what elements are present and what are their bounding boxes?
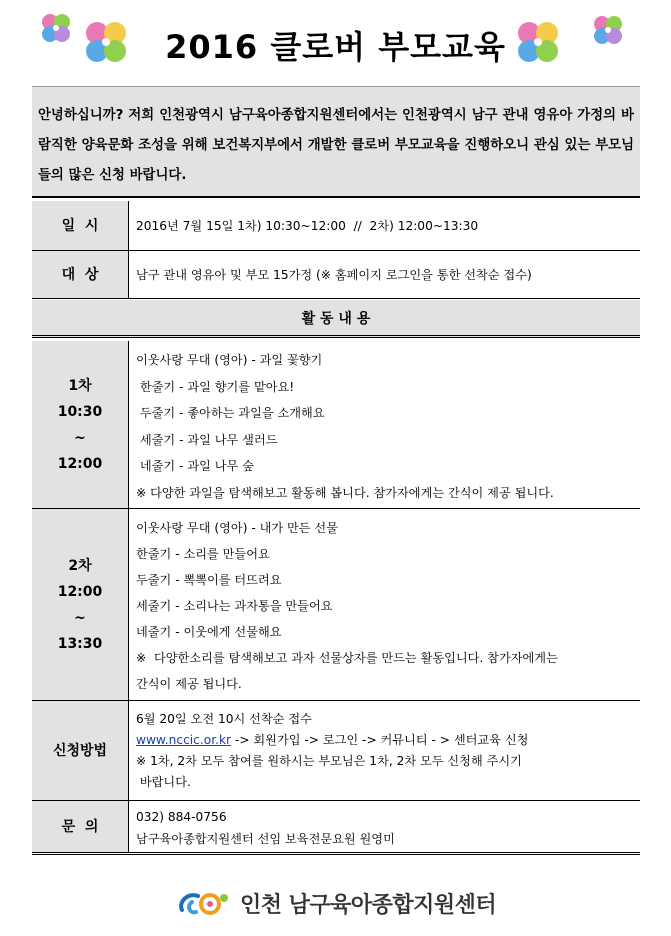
session2-line: 한줄기 - 소리를 만들어요 [136, 547, 270, 561]
session2-line: ※ 다양한소리를 탐색해보고 과자 선물상자를 만드는 활동입니다. 참가자에게는 [136, 651, 558, 665]
apply-row [32, 701, 640, 801]
session2-line: 간식이 제공 됩니다. [136, 677, 242, 691]
session2-label-line: ~ [74, 609, 86, 626]
clover-large-icon [510, 16, 566, 72]
schedule-row [32, 201, 640, 251]
session2-label-line: 13:30 [57, 635, 103, 652]
session2-line: 이웃사랑 무대 (영아) - 내가 만든 선물 [136, 521, 338, 535]
session2-content [136, 515, 634, 700]
page-title: 2016 클로버 부모교육 [165, 28, 506, 66]
contact-row [32, 801, 640, 855]
session1-content [136, 347, 634, 508]
session1-line: ※ 다양한 과일을 탐색해보고 활동해 봅니다. 참가자에게는 간식이 제공 됩니다. [136, 485, 554, 500]
intro-text: 안녕하십니까? 저희 인천광역시 남구육아종합지원센터에서는 인천광역시 남구 관내 영유아 가정의 바람직한 양육문화 조성을 위해 보건복지부에서 개발한 클로버 부모교육을 진행하오니 관심 있는 부모님들의 많은 신청 바랍니다. [32, 86, 640, 198]
session1-label [32, 341, 129, 508]
apply-label: 신청방법 [32, 701, 129, 800]
target-row [32, 251, 640, 299]
target-text: 남구 관내 영유아 및 부모 15가정 (※ 홈페이지 로그인을 통한 선착순 접수) [136, 268, 532, 282]
schedule-value [136, 201, 634, 250]
contact-content [136, 806, 634, 852]
session2-label-line: 2차 [68, 557, 92, 574]
apply-start: 6월 20일 오전 10시 선착순 접수 [136, 712, 312, 726]
apply-content [136, 709, 634, 800]
contact-person: 남구육아종합지원센터 선임 보육전문요원 원영미 [136, 832, 395, 846]
session2-label-line: 12:00 [57, 583, 103, 600]
session1-label-line: 1차 [68, 377, 92, 394]
session2-row [32, 509, 640, 701]
contact-label: 문 의 [32, 801, 129, 852]
clover-small-icon [588, 12, 628, 52]
session1-line: 세줄기 - 과일 나무 샐러드 [136, 432, 278, 447]
session1-line: 네줄기 - 과일 나무 숲 [136, 459, 254, 473]
target-label: 대 상 [32, 251, 129, 298]
contact-phone: 032) 884-0756 [136, 810, 227, 824]
schedule-text: 2016년 7월 15일 1차) 10:30~12:00 // 2차) 12:00~13:30 [136, 219, 479, 233]
session2-line: 세줄기 - 소리나는 과자통을 만들어요 [136, 599, 333, 613]
schedule-label: 일 시 [32, 201, 129, 250]
apply-note: ※ 1차, 2차 모두 참여를 원하시는 부모님은 1차, 2차 모두 신청해 주시기 [136, 754, 522, 768]
session2-line: 네줄기 - 이웃에게 선물해요 [136, 625, 282, 639]
session1-label-line: 10:30 [57, 403, 103, 420]
website-link[interactable]: www.nccic.or.kr [136, 733, 232, 747]
session2-line: 두줄기 - 뽁뽁이를 터뜨려요 [136, 573, 282, 587]
apply-steps: -> 회원가입 -> 로그인 -> 커뮤니티 - > 센터교육 신청 [231, 733, 529, 747]
session1-line: 두줄기 - 좋아하는 과일을 소개해요 [136, 406, 325, 420]
apply-note-cont: 바랍니다. [136, 775, 191, 789]
activities-header: 활 동 내 용 [32, 300, 640, 338]
org-name: 인천 남구육아종합지원센터 [240, 893, 497, 918]
target-value [136, 251, 634, 298]
apply-path [136, 730, 634, 751]
footer [0, 884, 671, 924]
session1-row [32, 341, 640, 509]
session1-line: 한줄기 - 과일 향기를 맡아요! [136, 379, 295, 394]
session1-line: 이웃사랑 무대 (영아) - 과일 꽃향기 [136, 353, 323, 367]
org-logo-icon [176, 884, 236, 920]
header [0, 8, 671, 70]
session1-label-line: 12:00 [57, 455, 103, 472]
session2-label [32, 509, 129, 700]
session1-label-line: ~ [74, 429, 86, 446]
